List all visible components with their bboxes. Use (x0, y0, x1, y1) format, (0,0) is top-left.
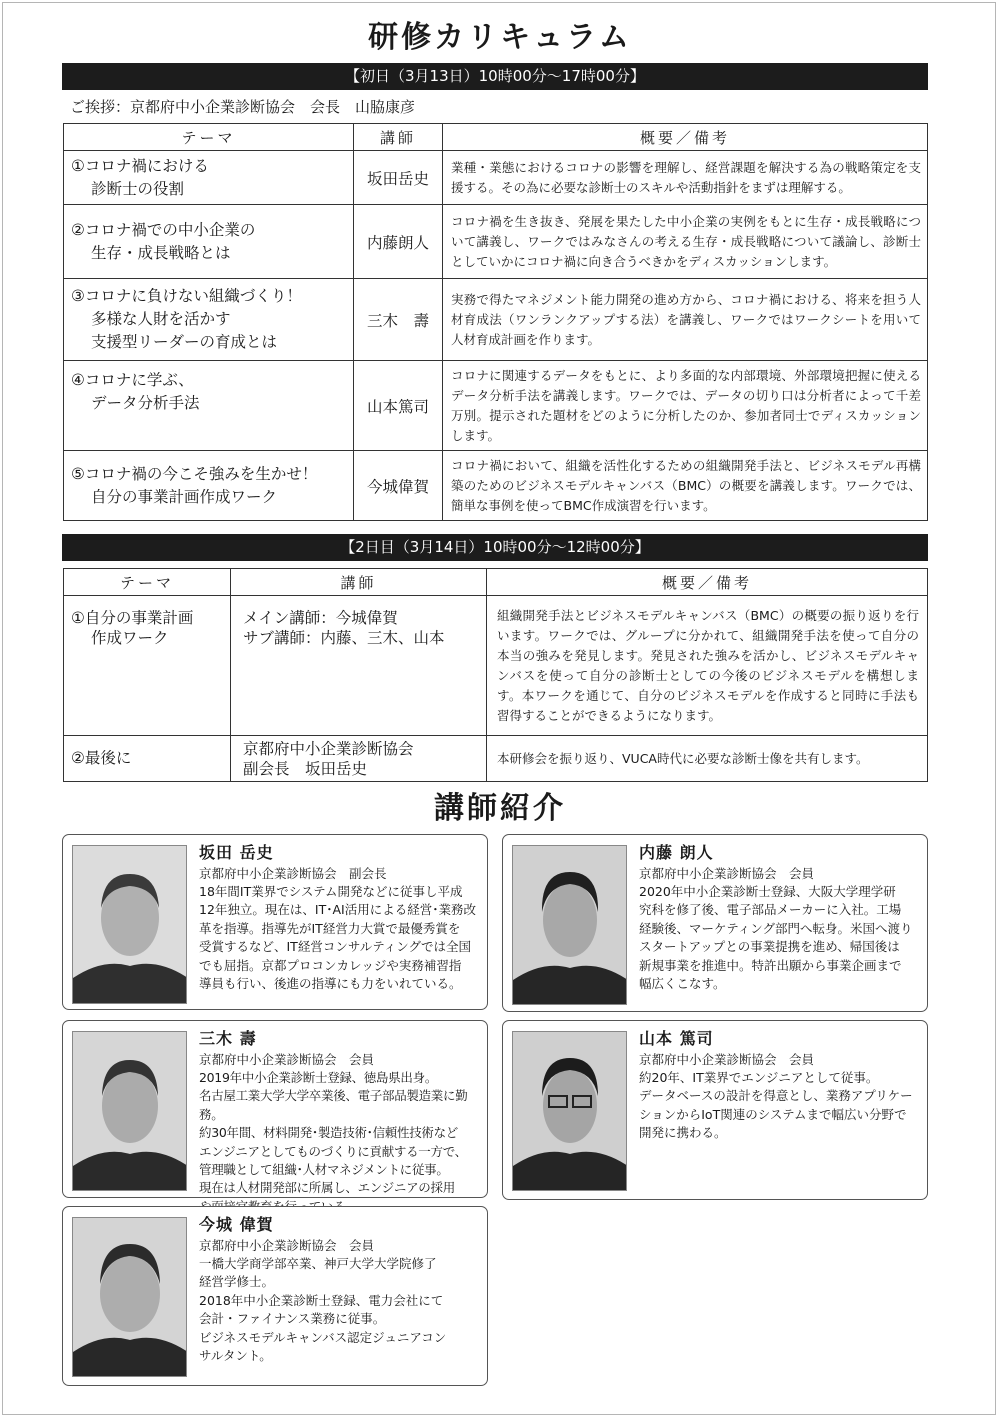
session-theme: ①コロナ禍における 診断士の役割 (64, 151, 354, 205)
instructor-photo (72, 845, 187, 1004)
instructor-bio: 2019年中小企業診断士登録、徳島県出身。 名古屋工業大学大学卒業後、電子部品製造業に勤務。 約30年間、材料開発･製造技術･信頼性技術など エンジニアとしてものづくりに貢献する一方で、 管理職として組織･人材マネジメントに従事。 現在は人材開発部に所属し、エンジニアの採用 (199, 1070, 468, 1196)
header-lecturer: 講師 (231, 569, 487, 596)
session-theme: ②最後に (64, 736, 231, 782)
day1-schedule-table (63, 123, 928, 521)
table-row (64, 361, 928, 451)
instructor-name: 内藤 朗人 (639, 843, 714, 862)
instructor-role: 京都府中小企業診断協会 会員 (199, 1238, 375, 1253)
table-row (64, 736, 928, 782)
day1-schedule-bar: 【初日（3月13日）10時00分～17時00分】 (62, 63, 928, 90)
instructor-bio: 一橋大学商学部卒業、神戸大学大学院修了 経営学修士。 2018年中小企業診断士登録、電力会社にて 会計・ファイナンス業務に従事。 ビジネスモデルキャンバス認定ジュニアコン サルタント。 (199, 1256, 447, 1364)
instructor-card (62, 1206, 488, 1386)
instructor-role: 京都府中小企業診断協会 会員 (639, 1052, 815, 1067)
session-lecturer: 今城偉賀 (354, 451, 443, 521)
instructors-title: 講師紹介 (434, 791, 566, 826)
session-theme: ①自分の事業計画 作成ワーク (64, 596, 231, 736)
header-lecturer: 講師 (354, 124, 443, 151)
instructor-card (502, 1020, 928, 1200)
instructor-name: 山本 篤司 (639, 1029, 714, 1048)
header-theme: テーマ (64, 124, 354, 151)
session-summary: 本研修会を振り返り、VUCA時代に必要な診断士像を共有します。 (487, 736, 928, 782)
session-theme: ③コロナに負けない組織づくり！ 多様な人財を活かす 支援型リーダーの育成とは (64, 279, 354, 361)
instructor-name: 今城 偉賀 (199, 1215, 274, 1234)
session-lecturer: 山本篤司 (354, 361, 443, 451)
session-lecturer: メイン講師：今城偉賀 サブ講師：内藤、三木、山本 (231, 596, 487, 736)
session-summary: コロナ禍を生き抜き、発展を果たした中小企業の実例をもとに生存・成長戦略について講義し、ワークではみなさんの考える生存・成長戦略について議論し、診断士としていかにコロナ禍に向き合うべきかをディスカッションします。 (443, 205, 928, 279)
instructor-name: 坂田 岳史 (199, 843, 274, 862)
opening-greeting: ご挨拶：京都府中小企業診断協会 会長 山脇康彦 (70, 98, 416, 116)
instructor-card (62, 1020, 488, 1198)
session-summary: 実務で得たマネジメント能力開発の進め方から、コロナ禍における、将来を担う人材育成法（ワンランクアップする法）を講義し、ワークではワークシートを用いて人材育成計画を作ります。 (443, 279, 928, 361)
table-row (64, 596, 928, 736)
table-row (64, 151, 928, 205)
session-summary: 業種・業態におけるコロナの影響を理解し、経営課題を解決する為の戦略策定を支援する。その為に必要な診断士のスキルや活動指針をまずは理解する。 (443, 151, 928, 205)
table-row (64, 451, 928, 521)
session-lecturer: 内藤朗人 (354, 205, 443, 279)
instructor-bio: 18年間IT業界でシステム開発などに従事し平成 12年独立。現在は、IT･AI活用による経営･業務改 革を指導。指導先がIT経営力大賞で最優秀賞を 受賞するなど、IT経営コンサルティングでは全国 でも屈指。京都プロコンカレッジや実務補習指 導員も行い、後進の指導にも力をいれている。 (199, 884, 476, 992)
instructor-role: 京都府中小企業診断協会 会員 (639, 866, 815, 881)
instructor-photo (512, 1031, 627, 1191)
instructor-bio: 2020年中小企業診断士登録、大阪大学理学研 究科を修了後、電子部品メーカーに入社。工場 経験後、マーケティング部門へ転身。米国へ渡り スタートアップとの事業提携を進め、帰国後は 新規事業を推進中。特許出願から事業企画まで 幅広くこなす。 (639, 884, 913, 992)
session-summary: コロナに関連するデータをもとに、より多面的な内部環境、外部環境把握に使えるデータ分析手法を講義します。ワークでは、データの切り口は分析者によって千差万別。提示された題材をどのように分析したのか、参加者同士でディスカッションします。 (443, 361, 928, 451)
session-lecturer: 三木 壽 (354, 279, 443, 361)
header-summary: 概要／備考 (443, 124, 928, 151)
instructor-role: 京都府中小企業診断協会 副会長 (199, 866, 387, 881)
instructor-card (62, 834, 488, 1010)
instructor-name: 三木 壽 (199, 1029, 257, 1048)
session-theme: ⑤コロナ禍の今こそ強みを生かせ！ 自分の事業計画作成ワーク (64, 451, 354, 521)
header-summary: 概要／備考 (487, 569, 928, 596)
header-theme: テーマ (64, 569, 231, 596)
table-header-row (64, 124, 928, 151)
instructor-bio: 約20年、IT業界でエンジニアとして従事。 データベースの設計を得意とし、業務アプリケー ションからIoT関連のシステムまで幅広い分野で 開発に携わる。 (639, 1070, 913, 1141)
page-title: 研修カリキュラム (368, 20, 632, 55)
instructor-photo (72, 1031, 187, 1191)
table-header-row (64, 569, 928, 596)
day2-schedule-bar: 【2日目（3月14日）10時00分～12時00分】 (62, 534, 928, 561)
session-lecturer: 坂田岳史 (354, 151, 443, 205)
session-lecturer: 京都府中小企業診断協会 副会長 坂田岳史 (231, 736, 487, 782)
session-theme: ②コロナ禍での中小企業の 生存・成長戦略とは (64, 205, 354, 279)
instructor-card (502, 834, 928, 1012)
instructor-photo (512, 845, 627, 1005)
session-summary: 組織開発手法とビジネスモデルキャンバス（BMC）の概要の振り返りを行います。ワークでは、グループに分かれて、組織開発手法を使って自分の本当の強みを発見します。発見された強みを活かし、ビジネスモデルキャンバスを使って自分の診断士としての今後のビジネスモデルを構想します。本ワークを通じて、自分のビジネスモデルを作成すると同時に手法も習得することができるようになります。 (487, 596, 928, 736)
session-theme: ④コロナに学ぶ、 データ分析手法 (64, 361, 354, 451)
table-row (64, 279, 928, 361)
session-summary: コロナ禍において、組織を活性化するための組織開発手法と、ビジネスモデル再構築のためのビジネスモデルキャンバス（BMC）の概要を講義します。ワークでは、簡単な事例を使ってBMC作成演習を行います。 (443, 451, 928, 521)
instructor-role: 京都府中小企業診断協会 会員 (199, 1052, 375, 1067)
instructor-photo (72, 1217, 187, 1377)
day2-schedule-table (63, 568, 928, 782)
table-row (64, 205, 928, 279)
